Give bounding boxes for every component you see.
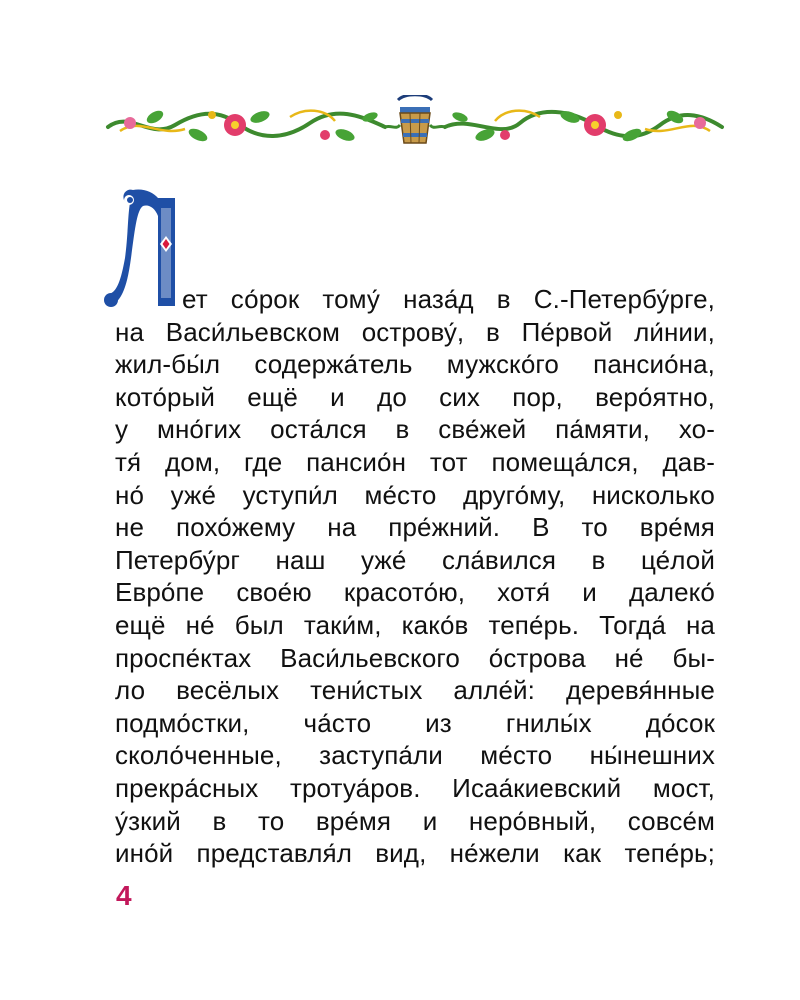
text-line: на Васи́льевском острову́, в Пе́рвой ли́нии, xyxy=(115,316,715,347)
body-text xyxy=(115,283,715,870)
text-line: прекра́сных тротуа́ров. Исаа́киевский мост, xyxy=(115,772,715,803)
text-line: ет со́рок тому́ наза́д в С.-Петербу́рге, xyxy=(182,284,715,314)
text-line: подмо́стки, ча́сто из гнилы́х до́сок xyxy=(115,707,715,738)
bucket-icon xyxy=(385,95,445,143)
text-line: кото́рый ещё и до сих пор, веро́ятно, xyxy=(115,381,715,412)
text-line: не похо́жему на пре́жний. В то вре́мя xyxy=(115,512,715,543)
text-line: жил-бы́л содержа́тель мужско́го пансио́на, xyxy=(115,349,715,380)
floral-ornament-border xyxy=(100,95,730,155)
text-line: сколо́ченные, заступа́ли ме́сто ны́нешних xyxy=(115,740,715,771)
text-line: у мно́гих оста́лся в све́жей па́мяти, хо- xyxy=(115,414,715,445)
page-number: 4 xyxy=(116,880,132,911)
text-line: ино́й представля́л вид, не́жели как тепе́рь; xyxy=(115,838,715,869)
text-line: но́ уже́ уступи́л ме́сто друго́му, нисколько xyxy=(115,479,715,510)
text-line: у́зкий в то вре́мя и неро́вный, совсе́м xyxy=(115,805,715,836)
text-line: Петербу́рг наш уже́ сла́вился в це́лой xyxy=(115,544,715,575)
text-line: Евро́пе свое́ю красото́ю, хотя́ и далеко́ xyxy=(115,577,715,608)
text-line: тя́ дом, где пансио́н тот помеща́лся, дав- xyxy=(115,446,715,477)
text-line: ло весёлых тени́стых алле́й: деревя́нные xyxy=(115,675,715,706)
text-line: ещё не́ был таки́м, како́в тепе́рь. Тогда́ на xyxy=(115,609,715,640)
text-line: проспе́ктах Васи́льевского о́строва не́ бы- xyxy=(115,642,715,673)
